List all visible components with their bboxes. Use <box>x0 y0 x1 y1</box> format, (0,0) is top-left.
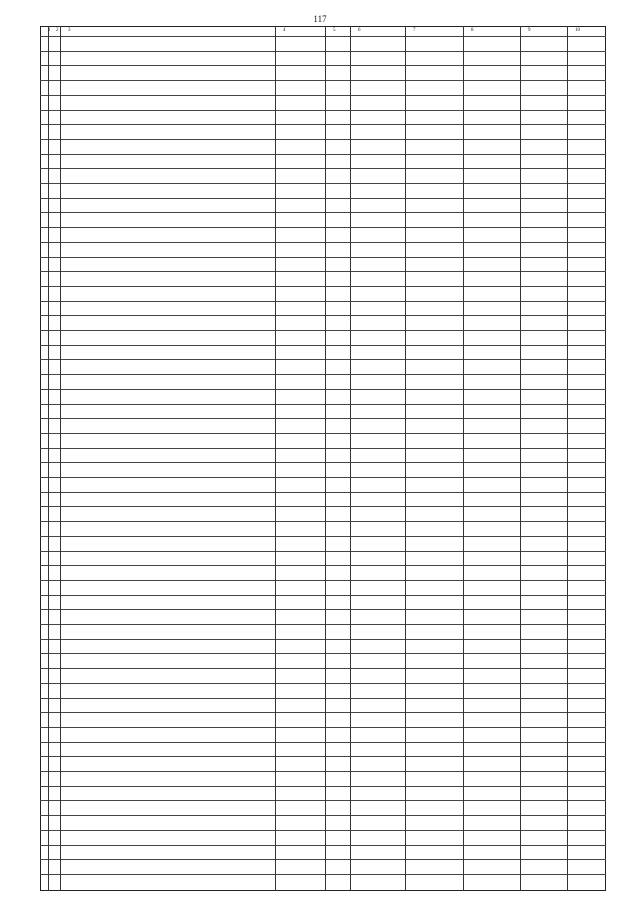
row-separator <box>40 874 606 875</box>
row-separator <box>40 727 606 728</box>
row-separator <box>40 359 606 360</box>
row-separator <box>40 404 606 405</box>
column-header-6: 6 <box>358 28 361 33</box>
column-header-5: 5 <box>333 28 336 33</box>
row-separator <box>40 110 606 111</box>
row-separator <box>40 639 606 640</box>
row-separator <box>40 301 606 302</box>
column-header-2: 2 <box>56 28 59 33</box>
row-separator <box>40 712 606 713</box>
column-divider <box>325 26 326 891</box>
row-separator <box>40 315 606 316</box>
row-separator <box>40 139 606 140</box>
row-separator <box>40 565 606 566</box>
row-separator <box>40 271 606 272</box>
row-separator <box>40 595 606 596</box>
table-lines <box>40 26 606 891</box>
row-separator <box>40 771 606 772</box>
row-separator <box>40 609 606 610</box>
table-scan <box>40 26 606 891</box>
row-separator <box>40 462 606 463</box>
row-separator <box>40 683 606 684</box>
row-separator <box>40 242 606 243</box>
row-separator <box>40 800 606 801</box>
row-separator <box>40 698 606 699</box>
row-separator <box>40 418 606 419</box>
row-separator <box>40 183 606 184</box>
row-separator <box>40 433 606 434</box>
row-separator <box>40 551 606 552</box>
row-separator <box>40 756 606 757</box>
row-separator <box>40 286 606 287</box>
row-separator <box>40 168 606 169</box>
column-divider <box>405 26 406 891</box>
row-separator <box>40 374 606 375</box>
row-separator <box>40 448 606 449</box>
row-separator <box>40 80 606 81</box>
row-separator <box>40 506 606 507</box>
row-separator <box>40 786 606 787</box>
row-separator <box>40 95 606 96</box>
row-separator <box>40 227 606 228</box>
column-divider <box>275 26 276 891</box>
row-separator <box>40 859 606 860</box>
row-separator <box>40 624 606 625</box>
row-separator <box>40 51 606 52</box>
column-header-3: 3 <box>68 28 71 33</box>
row-separator <box>40 845 606 846</box>
page-number: 117 <box>313 14 327 24</box>
row-separator <box>40 154 606 155</box>
row-separator <box>40 536 606 537</box>
column-divider <box>60 26 61 891</box>
column-divider <box>48 26 49 891</box>
row-separator <box>40 830 606 831</box>
row-separator <box>40 653 606 654</box>
row-separator <box>40 742 606 743</box>
row-separator <box>40 330 606 331</box>
column-divider <box>520 26 521 891</box>
column-divider <box>567 26 568 891</box>
row-separator <box>40 815 606 816</box>
column-divider <box>350 26 351 891</box>
column-header-8: 8 <box>471 28 474 33</box>
row-separator <box>40 198 606 199</box>
row-separator <box>40 124 606 125</box>
column-header-7: 7 <box>413 28 416 33</box>
row-separator <box>40 580 606 581</box>
column-divider <box>463 26 464 891</box>
row-separator <box>40 36 606 37</box>
row-separator <box>40 521 606 522</box>
row-separator <box>40 668 606 669</box>
column-header-4: 4 <box>283 28 286 33</box>
row-separator <box>40 257 606 258</box>
column-header-9: 9 <box>528 28 531 33</box>
column-header-1: 1 <box>48 28 51 33</box>
row-separator <box>40 477 606 478</box>
budget-table <box>40 26 606 891</box>
row-separator <box>40 389 606 390</box>
row-separator <box>40 212 606 213</box>
row-separator <box>40 345 606 346</box>
row-separator <box>40 65 606 66</box>
row-separator <box>40 492 606 493</box>
column-header-10: 10 <box>575 28 580 33</box>
